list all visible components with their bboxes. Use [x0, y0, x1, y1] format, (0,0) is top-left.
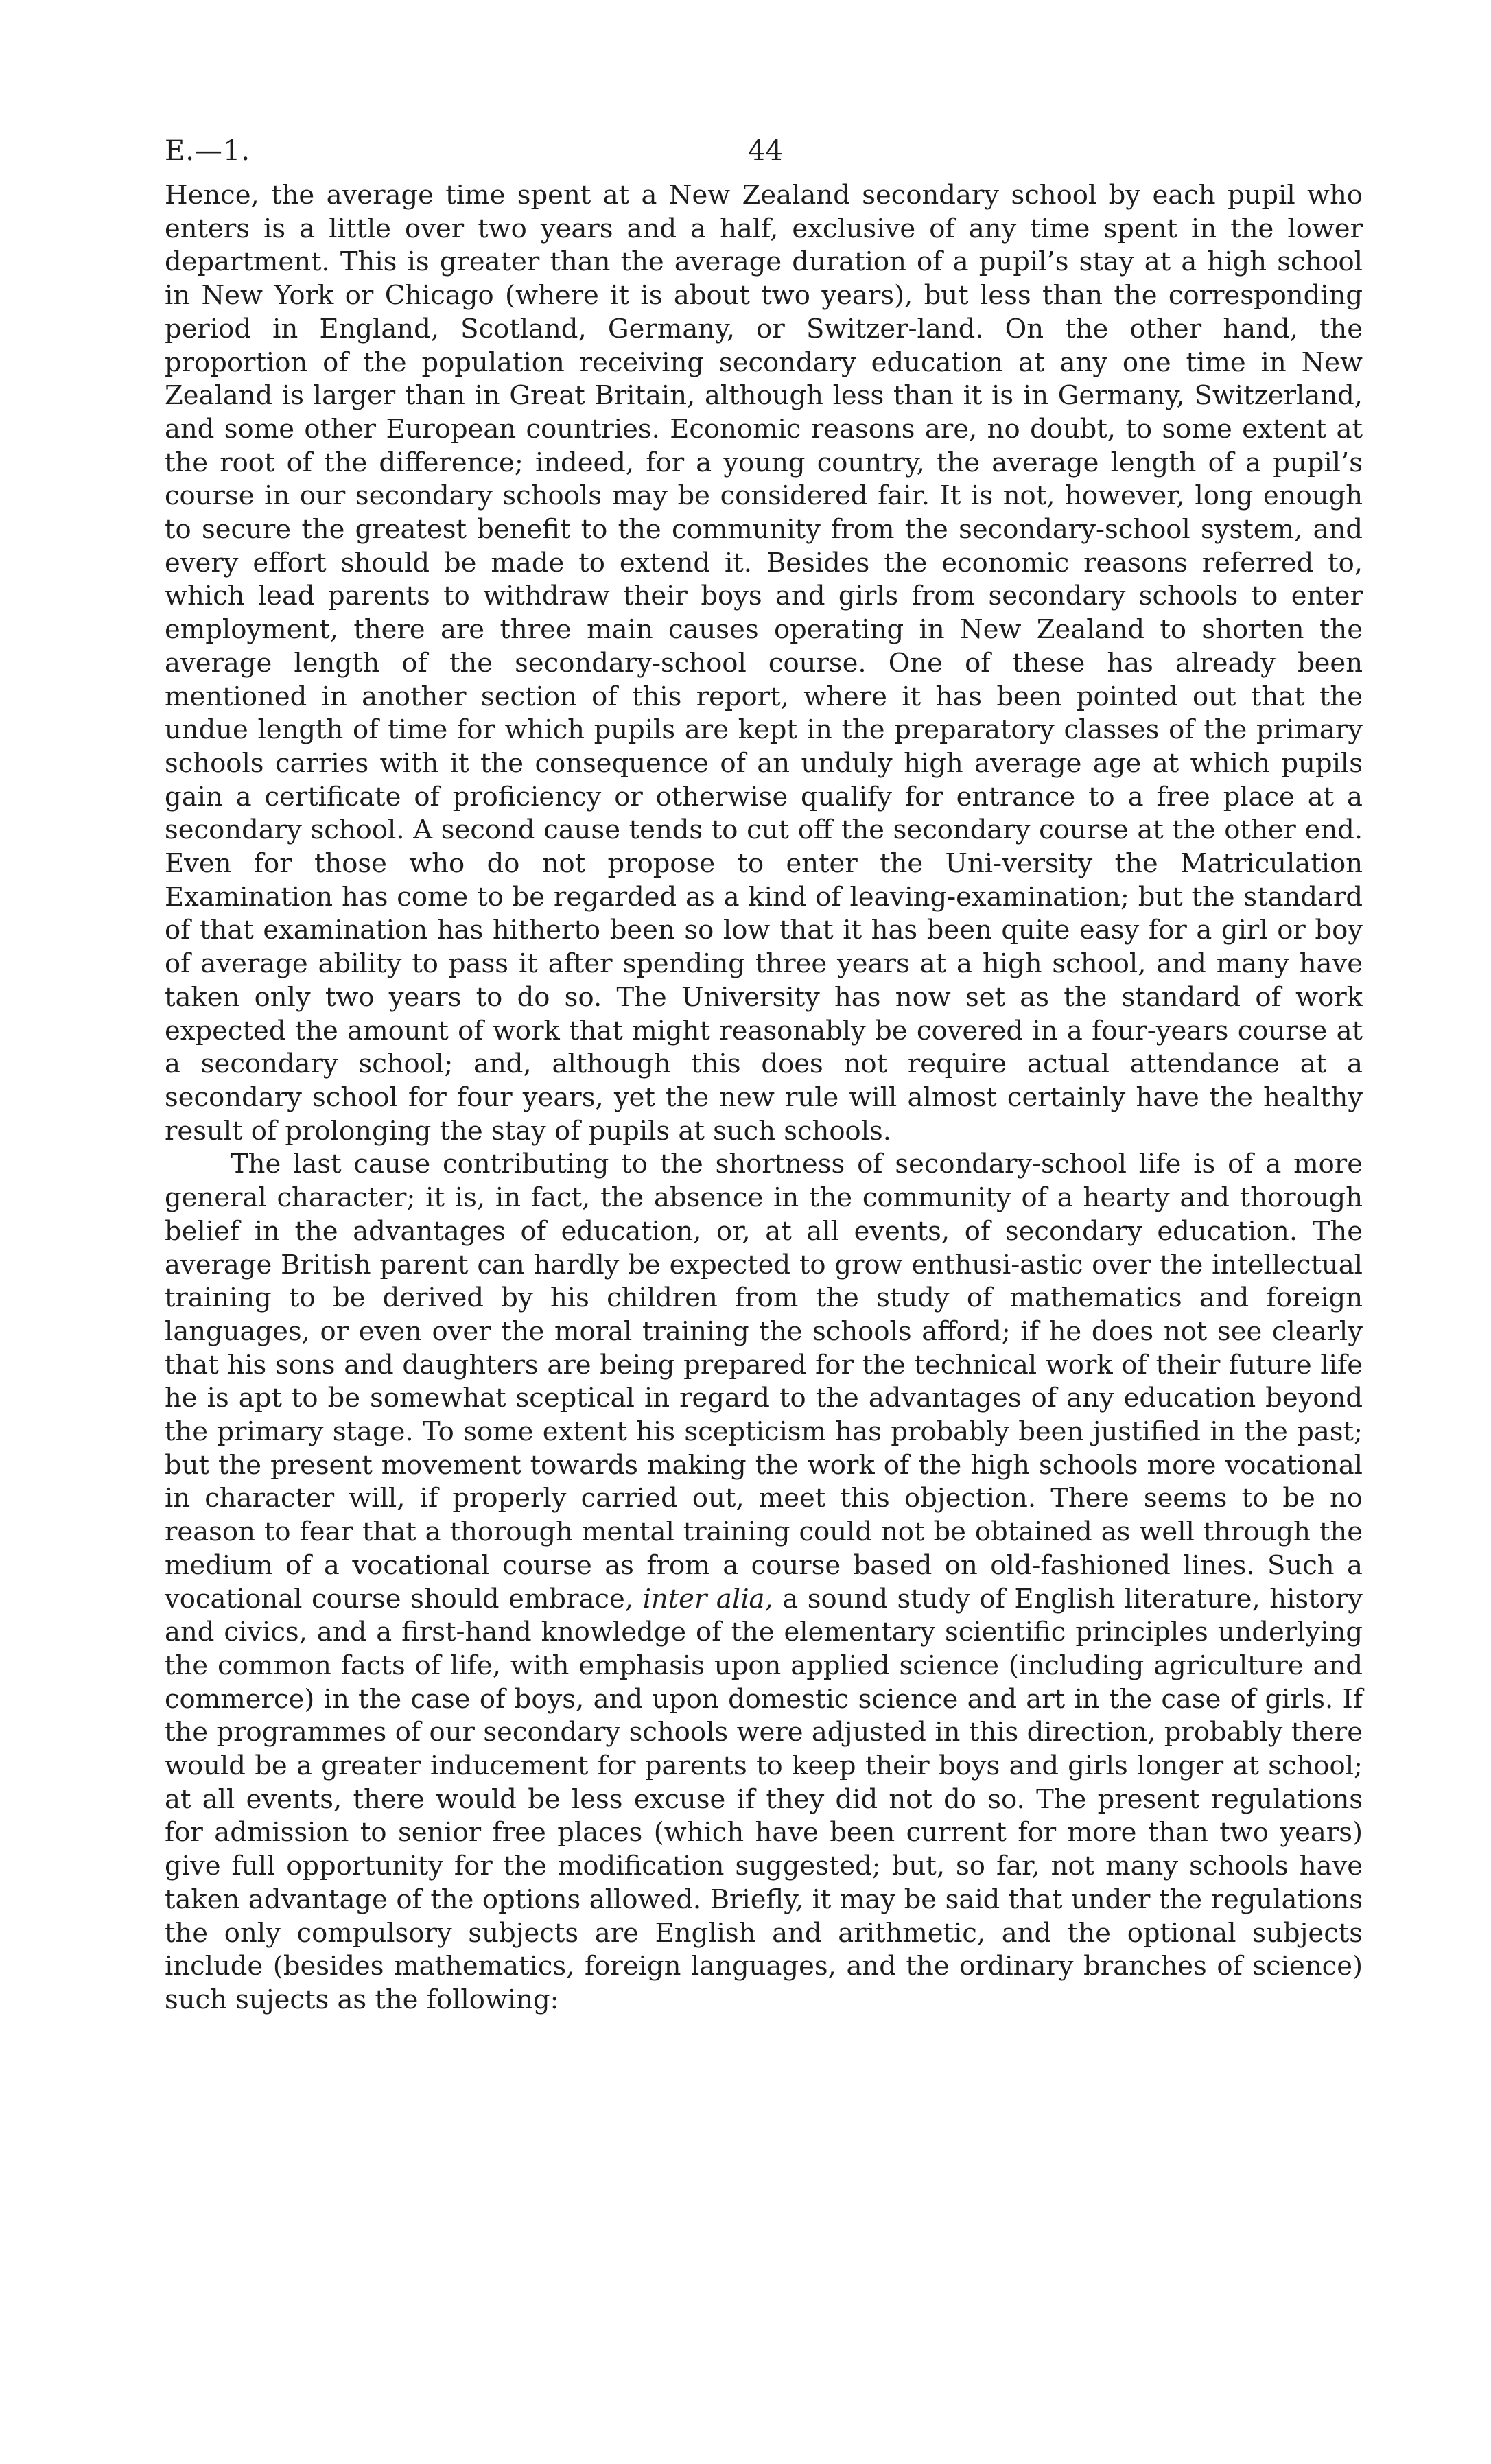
page-number: 44 [748, 135, 783, 167]
paragraph-2 [165, 1148, 1363, 2017]
paragraph-2-text-a: The last cause contributing to the shortness of secondary-school life is of a more general character; it is, in fact, the absence in the community of a hearty and thorough belief in the advantages of education, or, at all events, of secondary education. The average British parent can hardly be expected to grow enthusi-astic over the intellectual training to be derived by his children from the study of mathematics and foreign languages, or even over the moral training the schools afford; if he does not see clearly that his sons and daughters are being prepared for the technical work of their future life he is apt to be somewhat sceptical in regard to the advantages of any education beyond the primary stage. To some extent his scepticism has probably been justified in the past; but the present movement towards making the work of the high schools more vocational in character will, if properly carried out, meet this objection. There seems to be no reason to fear that a thorough mental training could not be obtained as well through the medium of a vocational course as from a course based on old-fashioned lines. Such a vocational course should embrace, [165, 1149, 1363, 1615]
page-header [165, 127, 1363, 175]
document-page [165, 127, 1363, 2017]
paragraph-2-text-b: a sound study of English literature, history and civics, and a first-hand knowledge of the elementary scientific principles underlying the common facts of life, with emphasis upon applied science (including agriculture and commerce) in the case of boys, and upon domestic science and art in the case of girls. If the programmes of our secondary schools were adjusted in this direction, probably there would be a greater inducement for parents to keep their boys and girls longer at school; at all events, there would be less excuse if they did not do so. The present regulations for admission to senior free places (which have been current for more than two years) give full opportunity for the modification suggested; but, so far, not many schools have taken advantage of the options allowed. Briefly, it may be said that under the regulations the only compulsory subjects are English and arithmetic, and the optional subjects include (besides mathematics, foreign languages, and the ordinary branches of science) such sujects as the following: [165, 1583, 1363, 2015]
paragraph-1: Hence, the average time spent at a New Zealand secondary school by each pupil who enters is a little over two years and a half, exclusive of any time spent in the lower department. This is greater than the average duration of a pupil’s stay at a high school in New York or Chicago (where it is about two years), but less than the corresponding period in England, Scotland, Germany, or Switzer-land. On the other hand, the proportion of the population receiving secondary education at any one time in New Zealand is larger than in Great Britain, although less than it is in Germany, Switzerland, and some other European countries. Economic reasons are, no doubt, to some extent at the root of the difference; indeed, for a young country, the average length of a pupil’s course in our secondary schools may be considered fair. It is not, however, long enough to secure the greatest benefit to the community from the secondary-school system, and every effort should be made to extend it. Besides the economic reasons referred to, which lead parents to withdraw their boys and girls from secondary schools to enter employment, there are three main causes operating in New Zealand to shorten the average length of the secondary-school course. One of these has already been mentioned in another section of this report, where it has been pointed out that the undue length of time for which pupils are kept in the preparatory classes of the primary schools carries with it the consequence of an unduly high average age at which pupils gain a certificate of proficiency or otherwise qualify for entrance to a free place at a secondary school. A second cause tends to cut off the secondary course at the other end. Even for those who do not propose to enter the Uni-versity the Matriculation Examination has come to be regarded as a kind of leaving-examination; but the standard of that examination has hitherto been so low that it has been quite easy for a girl or boy of average ability to pass it after spending three years at a high school, and many have taken only two years to do so. The University has now set as the standard of work expected the amount of work that might reasonably be covered in a four-years course at a secondary school; and, although this does not require actual attendance at a secondary school for four years, yet the new rule will almost certainly have the healthy result of prolonging the stay of pupils at such schools. [165, 180, 1363, 1147]
italic-phrase: inter alia, [642, 1583, 773, 1615]
body-text [165, 179, 1363, 2017]
section-code: E.—1. [165, 135, 251, 167]
